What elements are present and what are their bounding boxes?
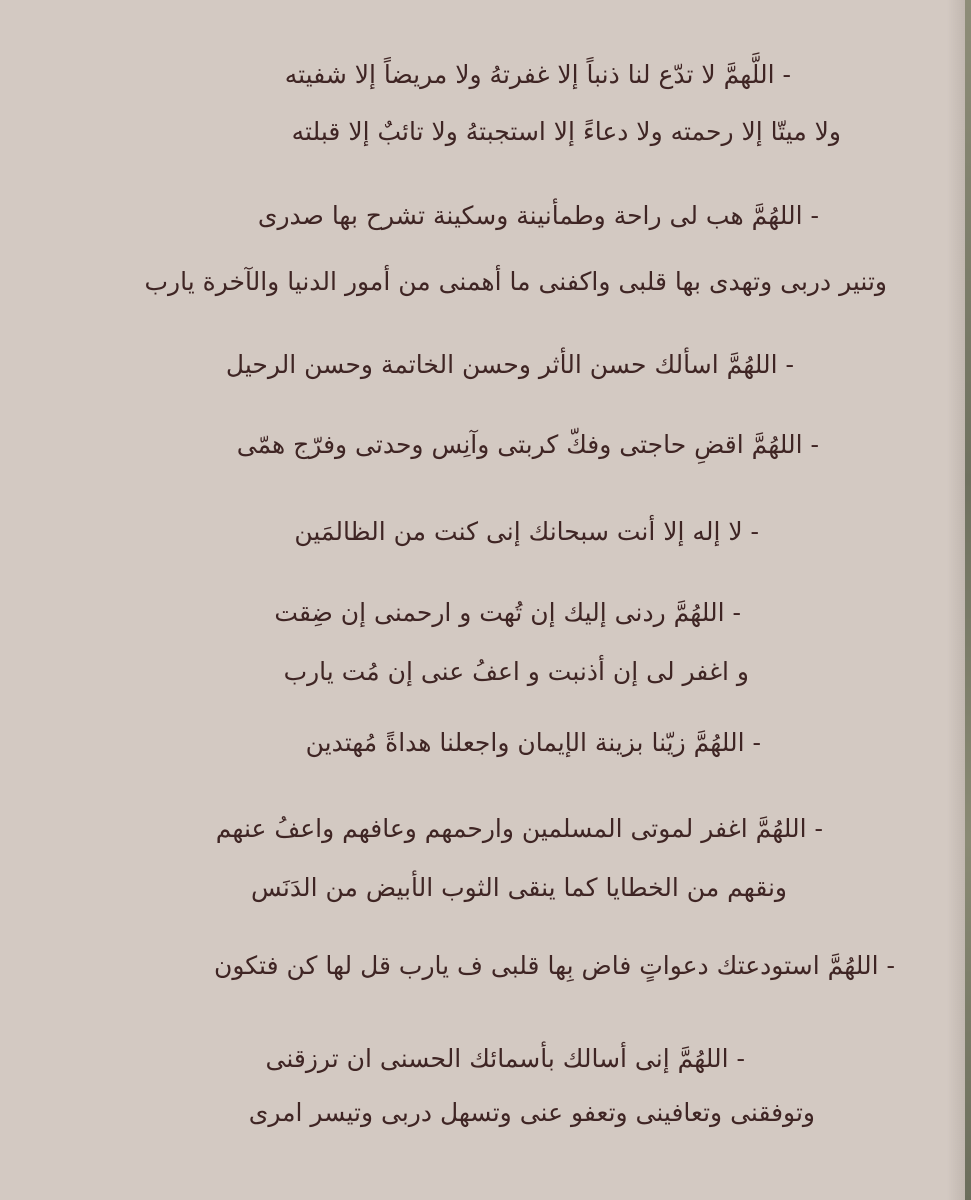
dua-8-line-2: ونقهم من الخطايا كما ينقى الثوب الأبيض من الدَنَس <box>251 873 787 902</box>
dua-7-line-1: - اللهُمَّ زيّنا بزينة الإيمان واجعلنا هداةً مُهتدين <box>305 728 761 757</box>
dua-3-line-1: - اللهُمَّ اسألك حسن الأثر وحسن الخاتمة وحسن الرحيل <box>225 350 794 379</box>
dua-6-line-2: و اغفر لى إن أذنبت و اعفُ عنى إن مُت يارب <box>283 657 749 686</box>
dua-5-line-1: - لا إله إلا أنت سبحانك إنى كنت من الظالمَين <box>294 517 759 546</box>
dua-8-line-1: - اللهُمَّ اغفر لموتى المسلمين وارحمهم وعافهم واعفُ عنهم <box>215 814 823 843</box>
dua-1-line-2: ولا ميتّا إلا رحمته ولا دعاءً إلا استجبتهُ ولا تائبٌ إلا قبلته <box>291 117 841 146</box>
dua-4-line-1: - اللهُمَّ اقضِ حاجتى وفكّ كربتى وآنِس وحدتى وفرّج همّى <box>236 430 819 459</box>
dua-2-line-1: - اللهُمَّ هب لى راحة وطمأنينة وسكينة تشرح بها صدرى <box>257 201 819 230</box>
dua-6-line-1: - اللهُمَّ ردنى إليك إن تُهت و ارحمنى إن ضِقت <box>274 598 741 627</box>
dua-10-line-1: - اللهُمَّ إنى أسالك بأسمائك الحسنى ان ترزقنى <box>265 1044 745 1073</box>
dua-2-line-2: وتنير دربى وتهدى بها قلبى واكفنى ما أهمنى من أمور الدنيا والآخرة يارب <box>144 267 887 296</box>
dua-9-line-1: - اللهُمَّ استودعتك دعواتٍ فاض بِها قلبى ف يارب قل لها كن فتكون <box>213 951 895 980</box>
dua-10-line-2: وتوفقنى وتعافينى وتعفو عنى وتسهل دربى وتيسر امرى <box>248 1098 815 1127</box>
dua-1-line-1: - اللَّهمَّ لا تدّع لنا ذنباً إلا غفرتهُ ولا مريضاً إلا شفيته <box>284 60 791 89</box>
